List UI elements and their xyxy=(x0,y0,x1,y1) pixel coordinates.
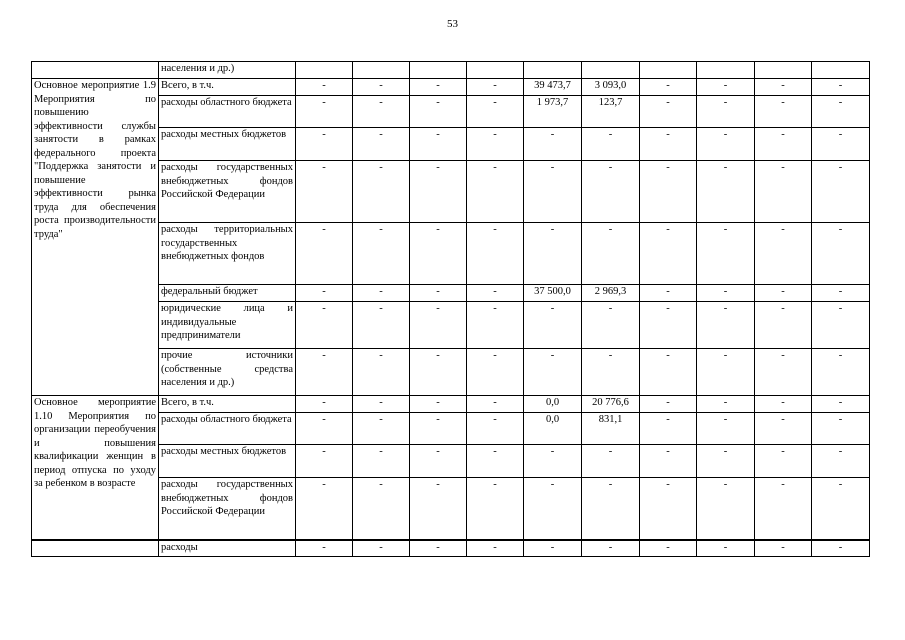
value-cell: - xyxy=(410,79,467,96)
value-cell: - xyxy=(353,396,410,413)
value-cell: - xyxy=(353,478,410,540)
value-cell: - xyxy=(582,223,640,285)
value-cell: - xyxy=(697,413,755,445)
value-cell: - xyxy=(812,285,870,302)
funding-source-cell: расходы территориальных государственных внебюджетных фондов xyxy=(159,223,296,285)
value-cell: - xyxy=(755,161,812,223)
value-cell: - xyxy=(640,96,697,128)
funding-source-cell: федеральный бюджет xyxy=(159,285,296,302)
value-cell: - xyxy=(812,396,870,413)
value-cell: - xyxy=(640,161,697,223)
value-cell: - xyxy=(697,349,755,396)
value-cell xyxy=(812,62,870,79)
value-cell: - xyxy=(524,478,582,540)
value-cell: - xyxy=(755,396,812,413)
value-cell: - xyxy=(524,223,582,285)
value-cell: 0,0 xyxy=(524,396,582,413)
funding-source-cell: Всего, в т.ч. xyxy=(159,79,296,96)
value-cell: - xyxy=(640,79,697,96)
value-cell: - xyxy=(697,478,755,540)
value-cell: - xyxy=(524,302,582,349)
value-cell: - xyxy=(296,79,353,96)
value-cell: 39 473,7 xyxy=(524,79,582,96)
value-cell: - xyxy=(582,349,640,396)
value-cell: - xyxy=(296,478,353,540)
value-cell: - xyxy=(524,540,582,557)
value-cell: - xyxy=(812,128,870,161)
measure-cell-empty xyxy=(32,62,159,79)
value-cell: - xyxy=(697,396,755,413)
value-cell: - xyxy=(296,396,353,413)
table-row xyxy=(32,396,870,413)
value-cell: - xyxy=(467,79,524,96)
value-cell: 0,0 xyxy=(524,413,582,445)
value-cell: - xyxy=(467,223,524,285)
value-cell: - xyxy=(697,445,755,478)
budget-table xyxy=(31,61,870,557)
value-cell: - xyxy=(755,96,812,128)
value-cell: - xyxy=(353,223,410,285)
funding-source-cell: расходы xyxy=(159,540,296,557)
value-cell: - xyxy=(353,413,410,445)
value-cell: - xyxy=(410,478,467,540)
value-cell: - xyxy=(410,161,467,223)
value-cell xyxy=(582,62,640,79)
value-cell: - xyxy=(410,413,467,445)
value-cell: - xyxy=(640,302,697,349)
value-cell: - xyxy=(410,223,467,285)
funding-source-cell: расходы местных бюджетов xyxy=(159,445,296,478)
value-cell: - xyxy=(524,161,582,223)
value-cell: - xyxy=(467,396,524,413)
value-cell: - xyxy=(410,96,467,128)
value-cell: - xyxy=(582,540,640,557)
value-cell: - xyxy=(410,396,467,413)
value-cell: - xyxy=(353,285,410,302)
value-cell: - xyxy=(640,540,697,557)
funding-source-cell: расходы государственных внебюджетных фондов Российской Федерации xyxy=(159,161,296,223)
value-cell: 2 969,3 xyxy=(582,285,640,302)
value-cell: - xyxy=(640,445,697,478)
value-cell: - xyxy=(467,445,524,478)
value-cell: - xyxy=(640,478,697,540)
value-cell: 831,1 xyxy=(582,413,640,445)
value-cell: 123,7 xyxy=(582,96,640,128)
value-cell: - xyxy=(812,445,870,478)
value-cell: - xyxy=(697,540,755,557)
value-cell: - xyxy=(467,96,524,128)
value-cell: - xyxy=(296,128,353,161)
value-cell xyxy=(410,62,467,79)
value-cell: - xyxy=(467,161,524,223)
value-cell: - xyxy=(640,349,697,396)
value-cell: - xyxy=(697,285,755,302)
value-cell: - xyxy=(353,302,410,349)
value-cell: - xyxy=(296,413,353,445)
value-cell: - xyxy=(467,540,524,557)
value-cell: - xyxy=(755,413,812,445)
value-cell: - xyxy=(353,445,410,478)
value-cell: - xyxy=(296,302,353,349)
funding-source-cell: юридические лица и индивидуальные предприниматели xyxy=(159,302,296,349)
value-cell: - xyxy=(296,161,353,223)
value-cell: - xyxy=(697,96,755,128)
value-cell xyxy=(467,62,524,79)
value-cell: - xyxy=(697,223,755,285)
value-cell: - xyxy=(697,79,755,96)
value-cell xyxy=(296,62,353,79)
value-cell: - xyxy=(697,302,755,349)
value-cell: - xyxy=(812,478,870,540)
funding-source-cell: расходы областного бюджета xyxy=(159,413,296,445)
value-cell: - xyxy=(755,445,812,478)
table-body xyxy=(32,62,870,557)
value-cell: - xyxy=(812,413,870,445)
table-row xyxy=(32,79,870,96)
value-cell: - xyxy=(410,540,467,557)
value-cell: - xyxy=(467,413,524,445)
value-cell: - xyxy=(410,285,467,302)
value-cell: - xyxy=(812,96,870,128)
value-cell xyxy=(640,62,697,79)
value-cell: - xyxy=(353,96,410,128)
value-cell: - xyxy=(353,540,410,557)
value-cell: - xyxy=(755,302,812,349)
value-cell: - xyxy=(296,96,353,128)
funding-source-cell: расходы областного бюджета xyxy=(159,96,296,128)
value-cell: - xyxy=(353,128,410,161)
value-cell: - xyxy=(640,223,697,285)
value-cell: - xyxy=(640,285,697,302)
value-cell: - xyxy=(296,223,353,285)
measure-title-cell: Основное мероприятие 1.9 Мероприятия по повышению эффективности службы занятости в рамках федерального проекта "Поддержка занятости и повышение эффективности рынка труда для обеспечения роста производительности труда" xyxy=(32,79,159,396)
table-row xyxy=(32,540,870,557)
value-cell xyxy=(755,62,812,79)
value-cell: - xyxy=(755,79,812,96)
value-cell: - xyxy=(812,302,870,349)
value-cell: - xyxy=(353,79,410,96)
funding-source-cell: расходы местных бюджетов xyxy=(159,128,296,161)
page-number: 53 xyxy=(447,18,458,30)
value-cell: - xyxy=(467,285,524,302)
value-cell xyxy=(353,62,410,79)
value-cell: 3 093,0 xyxy=(582,79,640,96)
value-cell: - xyxy=(812,349,870,396)
value-cell: - xyxy=(755,223,812,285)
value-cell: - xyxy=(410,445,467,478)
value-cell: - xyxy=(755,478,812,540)
value-cell: - xyxy=(582,161,640,223)
value-cell: - xyxy=(582,445,640,478)
value-cell: - xyxy=(640,396,697,413)
value-cell: - xyxy=(353,349,410,396)
value-cell: 20 776,6 xyxy=(582,396,640,413)
value-cell: - xyxy=(582,478,640,540)
value-cell: - xyxy=(640,413,697,445)
value-cell: - xyxy=(697,128,755,161)
value-cell: 37 500,0 xyxy=(524,285,582,302)
value-cell: - xyxy=(812,540,870,557)
value-cell xyxy=(524,62,582,79)
value-cell: - xyxy=(296,349,353,396)
measure-cell-empty xyxy=(32,540,159,557)
value-cell: - xyxy=(812,223,870,285)
value-cell: - xyxy=(467,302,524,349)
value-cell: - xyxy=(524,349,582,396)
value-cell: - xyxy=(296,445,353,478)
value-cell: - xyxy=(697,161,755,223)
value-cell: - xyxy=(640,128,697,161)
funding-source-cell: Всего, в т.ч. xyxy=(159,396,296,413)
value-cell: - xyxy=(755,285,812,302)
value-cell: - xyxy=(755,349,812,396)
value-cell: - xyxy=(467,478,524,540)
value-cell: - xyxy=(755,540,812,557)
value-cell: - xyxy=(410,302,467,349)
value-cell: - xyxy=(410,128,467,161)
funding-source-cell: расходы государственных внебюджетных фондов Российской Федерации xyxy=(159,478,296,540)
funding-source-cell: населения и др.) xyxy=(159,62,296,79)
value-cell: - xyxy=(524,445,582,478)
value-cell: - xyxy=(524,128,582,161)
value-cell: - xyxy=(582,302,640,349)
value-cell: - xyxy=(812,79,870,96)
measure-title-cell: Основное мероприятие 1.10 Мероприятия по организации переобучения и повышения квалификации женщин в период отпуска по уходу за ребенком в возрасте xyxy=(32,396,159,540)
value-cell: - xyxy=(353,161,410,223)
value-cell: - xyxy=(296,285,353,302)
value-cell: - xyxy=(296,540,353,557)
value-cell: 1 973,7 xyxy=(524,96,582,128)
funding-source-cell: прочие источники (собственные средства населения и др.) xyxy=(159,349,296,396)
value-cell xyxy=(697,62,755,79)
value-cell: - xyxy=(812,161,870,223)
value-cell: - xyxy=(467,349,524,396)
table-row xyxy=(32,62,870,79)
value-cell: - xyxy=(410,349,467,396)
value-cell: - xyxy=(467,128,524,161)
value-cell: - xyxy=(582,128,640,161)
value-cell: - xyxy=(755,128,812,161)
